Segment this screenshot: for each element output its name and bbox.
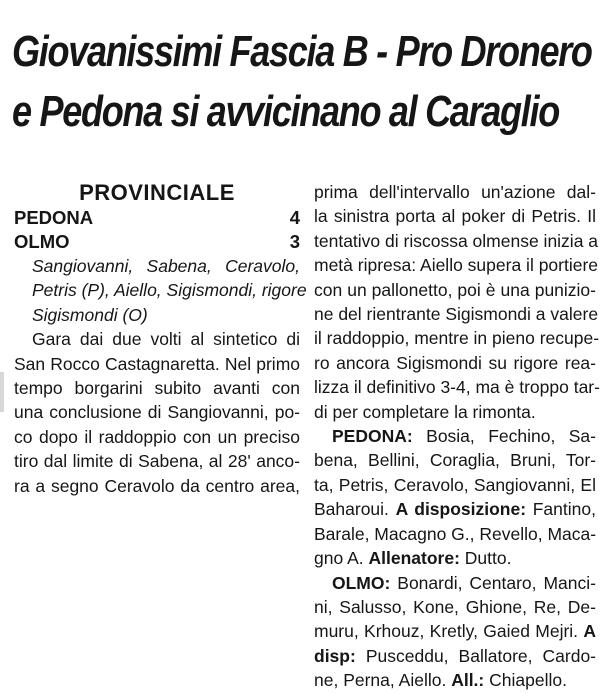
- report-left: [14, 327, 300, 498]
- lineup-line: PEDONA: Bosia, Fechino, Sa-: [332, 426, 596, 447]
- lineup-line: Baharoui. A disposizione: Fantino,: [314, 499, 596, 520]
- lineup-line: muru, Krhouz, Kretly, Gaied Mejri. A: [314, 621, 596, 642]
- report-line: San Rocco Castagnaretta. Nel primo: [14, 353, 300, 374]
- left-column: [14, 180, 307, 498]
- report-line: metà ripresa: Aiello supera il portiere: [314, 255, 599, 276]
- report-line: co dopo il raddoppio con un preciso: [14, 426, 300, 447]
- team-label: PEDONA:: [332, 426, 413, 447]
- lineup-line: ta, Petris, Ceravolo, Sangiovanni, El: [314, 474, 596, 495]
- report-line: tempo borgarini subito avanti con: [14, 378, 300, 399]
- report-line: tentativo di riscossa olmense inizia a: [314, 230, 599, 251]
- report-line: lizza il definitivo 3-4, ma è troppo tar-: [314, 377, 600, 398]
- coach-label: Allenatore:: [368, 548, 460, 569]
- home-score: 4: [289, 207, 300, 228]
- report-line: il raddoppio, mentre in pieno recupe-: [314, 328, 600, 349]
- lineup-line: bena, Bellini, Coraglia, Bruni, Tor-: [314, 450, 596, 471]
- report-line: prima dell'intervallo un'azione dal-: [314, 182, 596, 202]
- lineup-line: OLMO: Bonardi, Centaro, Manci-: [332, 572, 596, 593]
- headline-line-1: Giovanissimi Fascia B - Pro Dronero: [12, 27, 592, 76]
- team-label: OLMO:: [332, 572, 391, 593]
- report-line: ra a segno Ceravolo da centro area,: [14, 475, 300, 496]
- lineup-line: disp: Pusceddu, Ballatore, Cardo-: [314, 645, 596, 666]
- score-row-away: [14, 230, 300, 254]
- lineup-line: Barale, Macagno G., Revello, Maca-: [314, 523, 597, 544]
- report-right: [314, 180, 600, 424]
- home-team: PEDONA: [14, 207, 94, 228]
- away-team: OLMO: [14, 231, 70, 252]
- right-column: [314, 180, 600, 693]
- scorers-line: Sangiovanni, Sabena, Ceravolo,: [32, 256, 300, 276]
- report-line: Gara dai due volti al sintetico di: [32, 329, 300, 350]
- report-line: ne del rientrante Sigismondi a valere: [314, 304, 599, 325]
- score-row-home: [14, 206, 300, 230]
- report-line: di per completare la rimonta.: [314, 401, 536, 422]
- lineup-olmo: [314, 571, 596, 693]
- section-title: PROVINCIALE: [79, 180, 235, 205]
- subs-label: A disposizione:: [395, 499, 527, 520]
- away-score: 3: [289, 231, 300, 252]
- report-line: con un pallonetto, poi è una punizio-: [314, 279, 596, 300]
- report-line: la sinistra porta al poker di Petris. Il: [314, 206, 596, 227]
- scorers-line: Petris (P), Aiello, Sigismondi, rigore: [32, 280, 307, 301]
- subs-label: disp:: [314, 645, 356, 666]
- lineup-line: gno A. Allenatore: Dutto.: [314, 548, 512, 569]
- scorers-line: Sigismondi (O): [32, 304, 148, 325]
- coach-label: All.:: [451, 670, 485, 691]
- report-line: una conclusione di Sangiovanni, po-: [14, 402, 300, 423]
- headline-line-2: e Pedona si avvicinano al Caraglio: [12, 87, 559, 136]
- report-line: tiro dal limite di Sabena, al 28' anco-: [14, 451, 300, 472]
- scorers: [14, 254, 307, 327]
- lineup-line: ni, Salusso, Kone, Ghione, Re, De-: [314, 596, 596, 617]
- lineup-pedona: [314, 424, 596, 570]
- headline: [12, 22, 600, 142]
- lineup-line: ne, Perna, Aiello. All.: Chiapello.: [314, 670, 567, 691]
- report-line: ro ancora Sigismondi su rigore rea-: [314, 352, 596, 373]
- page-edge-mark: [0, 372, 4, 412]
- subs-label: A: [583, 621, 596, 642]
